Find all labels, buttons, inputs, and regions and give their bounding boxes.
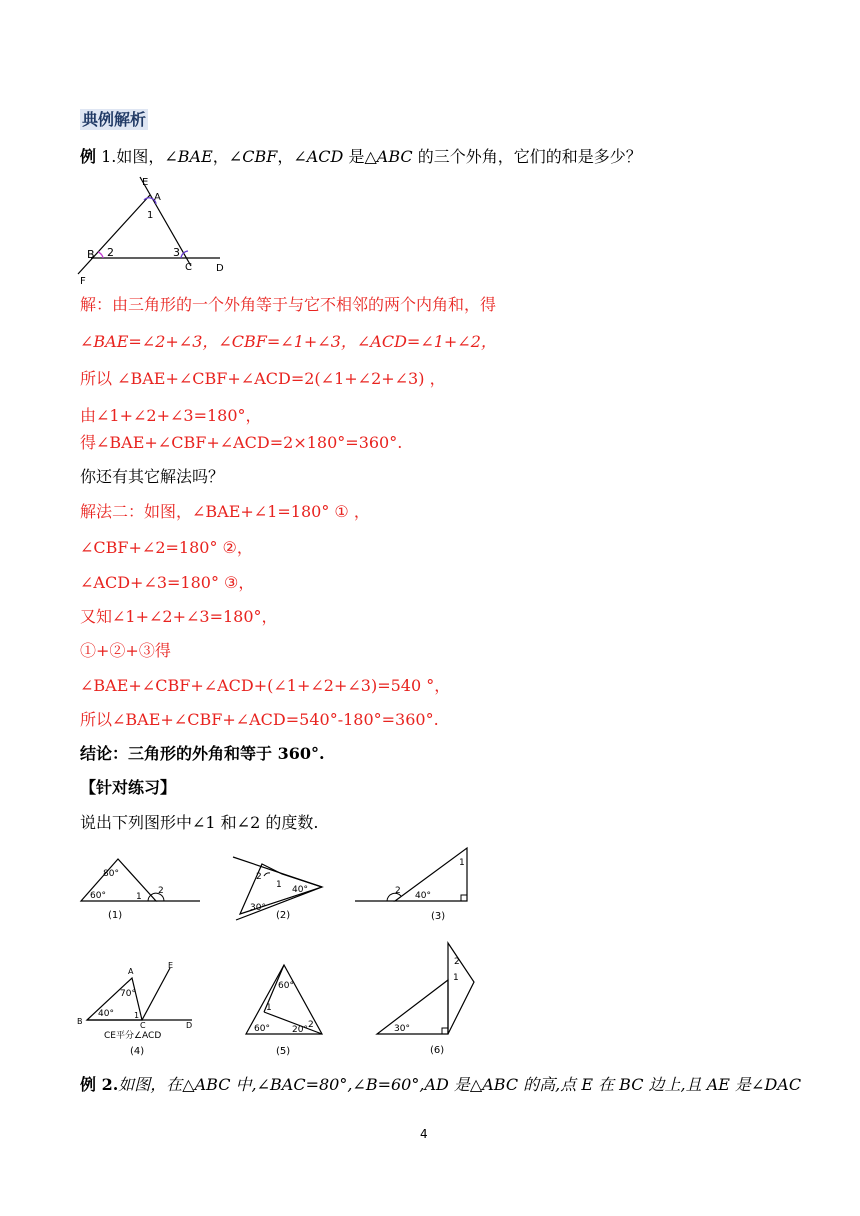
- fig-6-angle: 30°: [394, 1024, 410, 1034]
- fig-5-label-1: 1: [266, 1003, 272, 1013]
- section-title-text: 典例解析: [82, 110, 147, 129]
- example1-tail: 的三个外角，它们的和是多少？: [412, 147, 642, 166]
- example1-angle3: ∠ACD: [293, 147, 344, 166]
- fig1-label-D: D: [216, 263, 224, 274]
- fig-4-label-C: C: [140, 1021, 146, 1030]
- fig-4-label-B: B: [77, 1017, 83, 1026]
- fig-4-caption: (4): [130, 1046, 145, 1057]
- fig1-label-F: F: [80, 276, 86, 287]
- example1-angle2: ∠CBF: [228, 147, 278, 166]
- example1-triangle-symbol: △: [364, 147, 377, 166]
- fig1-label-1: 1: [147, 210, 154, 221]
- fig1-label-A: A: [154, 192, 161, 203]
- solution2-line-3: ∠ACD+∠3=180° ③，: [80, 573, 255, 592]
- fig-5-caption: (5): [276, 1046, 291, 1057]
- practice-figure-2: [230, 854, 330, 922]
- solution2-line-6: ∠BAE+∠CBF+∠ACD+(∠1+∠2+∠3)=540 °，: [80, 676, 451, 695]
- fig-4-note: CE平分∠ACD: [104, 1031, 162, 1041]
- fig-2-angle-right: 40°: [292, 885, 308, 895]
- solution1-line-3: 所以 ∠BAE+∠CBF+∠ACD=2(∠1+∠2+∠3) ，: [80, 369, 446, 388]
- fig-6-caption: (6): [430, 1045, 445, 1056]
- fig-1-label-2: 2: [158, 886, 164, 896]
- solution1-line-4: 由∠1+∠2+∠3=180°，: [80, 406, 262, 425]
- example1-triangle-name: ABC: [376, 147, 413, 166]
- fig1-label-3: 3: [173, 246, 180, 259]
- fig-3-label-1: 1: [459, 858, 465, 868]
- fig1-label-2: 2: [107, 246, 114, 259]
- fig-1-label-1: 1: [136, 892, 142, 902]
- fig-2-angle-bottom: 30°: [250, 903, 266, 913]
- example1-angle1: ∠BAE: [164, 147, 213, 166]
- practice-figure-1: [78, 856, 203, 922]
- example2-text: 如图，在△ABC 中,∠BAC=80°,∠B=60°,AD 是△ABC 的高,点 E 在 BC 边上,且 AE 是∠DAC: [118, 1075, 802, 1094]
- question-other-method: 你还有其它解法吗？: [80, 467, 225, 486]
- solution2-line-1: 解法二：如图，∠BAE+∠1=180° ① ，: [80, 502, 370, 521]
- fig-5-label-2: 2: [308, 1020, 314, 1030]
- fig-4-label-D: D: [186, 1021, 193, 1030]
- example1-sep2: ，: [277, 147, 294, 166]
- example1-label: 例: [80, 147, 97, 166]
- fig-5-angle-top: 60°: [278, 981, 294, 991]
- practice-title: 【针对练习】: [80, 778, 177, 797]
- solution2-line-7: 所以∠BAE+∠CBF+∠ACD=540°-180°=360°.: [80, 710, 439, 729]
- solution2-line-4: 又知∠1+∠2+∠3=180°，: [80, 607, 278, 626]
- example1-text-pre: 1.如图，: [96, 147, 165, 166]
- fig-6-label-2: 2: [454, 957, 460, 967]
- practice-figure-4: [74, 960, 199, 1060]
- fig-3-angle: 40°: [415, 891, 431, 901]
- fig1-label-C: C: [185, 262, 192, 273]
- practice-figure-6: [374, 940, 484, 1058]
- solution1-line-5: 得∠BAE+∠CBF+∠ACD=2×180°=360°.: [80, 433, 403, 452]
- fig-1-angle-left: 60°: [90, 891, 106, 901]
- fig-6-label-1: 1: [453, 973, 459, 983]
- fig-2-label-2: 2: [256, 872, 262, 882]
- example1-mid: 是: [343, 147, 365, 166]
- solution2-line-2: ∠CBF+∠2=180° ②，: [80, 538, 253, 557]
- fig1-label-B: B: [87, 248, 95, 261]
- fig-4-angle-left: 40°: [98, 1009, 114, 1019]
- example2-statement: [80, 1075, 801, 1095]
- example1-statement: [80, 147, 642, 167]
- conclusion: 结论：三角形的外角和等于 360°.: [80, 744, 325, 763]
- fig-3-label-2: 2: [395, 886, 401, 896]
- fig-4-angle-top: 70°: [120, 989, 136, 999]
- section-title: [80, 110, 148, 130]
- fig-2-caption: (2): [276, 910, 291, 921]
- practice-figure-3: [355, 845, 475, 925]
- page-number: 4: [420, 1127, 428, 1141]
- solution1-line-1: 解：由三角形的一个外角等于与它不相邻的两个内角和，得: [80, 295, 497, 314]
- fig-5-angle-left: 60°: [254, 1024, 270, 1034]
- example2-label: 例 2.: [80, 1075, 119, 1094]
- fig-1-angle-top: 80°: [103, 869, 119, 879]
- fig-5-angle-bottom: 20°: [292, 1025, 308, 1035]
- fig-4-label-A: A: [128, 967, 134, 976]
- fig-2-label-1: 1: [276, 880, 282, 890]
- solution2-line-5: ①+②+③得: [80, 641, 171, 660]
- fig-1-caption: (1): [108, 910, 123, 921]
- practice-figure-5: [240, 962, 330, 1058]
- fig1-label-E: E: [142, 177, 149, 188]
- fig-3-caption: (3): [431, 911, 446, 922]
- example1-sep1: ，: [212, 147, 229, 166]
- practice-prompt: 说出下列图形中∠1 和∠2 的度数.: [80, 813, 319, 832]
- solution1-line-2: ∠BAE=∠2+∠3，∠CBF=∠1+∠3，∠ACD=∠1+∠2，: [80, 332, 497, 351]
- figure-example1: [70, 172, 240, 287]
- fig-4-label-1: 1: [134, 1011, 140, 1020]
- fig-4-label-E: E: [168, 961, 174, 970]
